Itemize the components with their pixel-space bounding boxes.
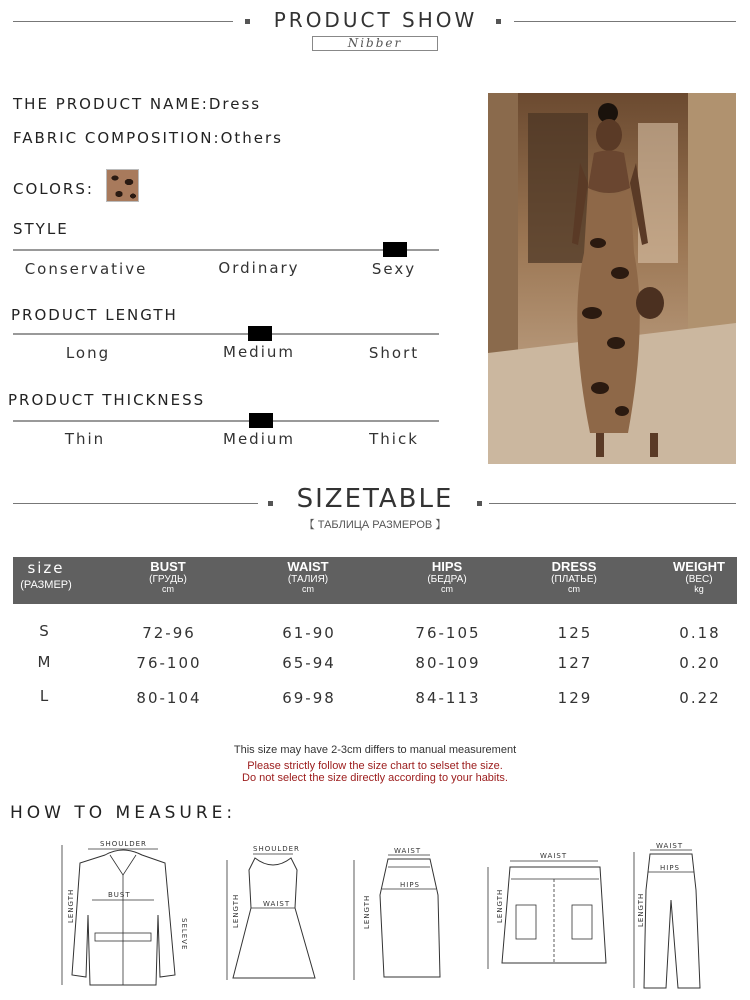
row-l-bust: 80-104: [136, 689, 202, 707]
measure-figure-dress: [215, 840, 330, 990]
row-m-size: M: [37, 653, 53, 671]
style-option-conservative: Conservative: [24, 260, 148, 278]
dress-waist-label: WAIST: [263, 900, 291, 908]
length-label: PRODUCT LENGTH: [11, 306, 178, 324]
header-rule-left: [13, 21, 233, 22]
row-s-hips: 76-105: [415, 624, 481, 642]
sizetable-rule-right: [489, 503, 736, 504]
measure-figure-jacket: [50, 835, 200, 995]
length-scale-track: [13, 333, 439, 335]
col-hips-main: HIPS: [431, 559, 463, 574]
row-m-hips: 80-109: [415, 654, 481, 672]
colors-label: COLORS:: [13, 180, 94, 198]
sizetable-square-left: [268, 501, 273, 506]
style-scale-track: [13, 249, 439, 251]
row-l-waist: 69-98: [282, 689, 336, 707]
product-name: THE PRODUCT NAME:Dress: [13, 95, 262, 113]
length-label-1: LENGTH: [67, 888, 75, 923]
col-hips-unit: cm: [441, 584, 453, 595]
size-table-header: [13, 557, 737, 604]
col-bust-sub: (ГРУДЬ): [149, 574, 187, 586]
col-waist-main: WAIST: [287, 559, 329, 574]
thickness-option-thick: Thick: [369, 430, 419, 448]
header-rule-right: [514, 21, 736, 22]
pants-waist-label: WAIST: [656, 842, 684, 850]
col-weight: [673, 557, 725, 595]
row-s-weight: 0.18: [679, 624, 721, 642]
row-s-size: S: [39, 622, 51, 640]
col-weight-unit: kg: [694, 584, 704, 595]
page-title: PRODUCT SHOW: [273, 8, 478, 32]
thickness-scale-marker: [249, 413, 273, 428]
length-label-2: LENGTH: [232, 893, 240, 928]
sizetable-square-right: [477, 501, 482, 506]
mini-waist-label: WAIST: [540, 852, 568, 860]
row-s-bust: 72-96: [142, 624, 196, 642]
product-photo: [488, 93, 736, 464]
row-s-dress: 125: [557, 624, 593, 642]
style-scale-marker: [383, 242, 407, 257]
col-dress-main: DRESS: [551, 559, 597, 574]
photo-illustration: [488, 93, 736, 464]
row-l-hips: 84-113: [415, 689, 481, 707]
header-square-left: [245, 19, 250, 24]
col-bust-unit: cm: [161, 584, 174, 595]
style-option-sexy: Sexy: [371, 260, 417, 278]
col-hips-sub: (БЕДРА): [427, 574, 467, 586]
row-l-size: L: [39, 687, 51, 705]
col-weight-sub: (ВЕС): [685, 574, 713, 586]
sleeve-label: SELEVE: [180, 918, 188, 951]
col-bust: [149, 557, 187, 595]
bust-label: BUST: [108, 891, 131, 899]
fabric-composition: FABRIC COMPOSITION:Others: [13, 129, 283, 147]
sizetable-subtitle: 【 ТАБЛИЦА РАЗМЕРОВ 】: [303, 519, 447, 531]
col-hips: [427, 557, 466, 595]
thickness-scale-track: [13, 420, 439, 422]
row-m-waist: 65-94: [282, 654, 336, 672]
brand-name: Nibber: [347, 36, 403, 50]
style-label: STYLE: [13, 220, 69, 238]
row-m-weight: 0.20: [679, 654, 721, 672]
col-size: [20, 557, 72, 591]
color-swatch[interactable]: [106, 169, 139, 202]
length-scale-marker: [248, 326, 272, 341]
thickness-label: PRODUCT THICKNESS: [8, 391, 206, 409]
thickness-option-thin: Thin: [64, 430, 106, 448]
sizetable-title: SIZETABLE: [296, 484, 454, 514]
col-size-main: size: [27, 559, 65, 577]
thickness-option-medium: Medium: [223, 430, 295, 448]
length-label-5: LENGTH: [637, 892, 645, 927]
note-measurement: This size may have 2-3cm differs to manual measurement: [233, 744, 517, 756]
col-weight-main: WEIGHT: [673, 559, 725, 574]
length-label-3: LENGTH: [363, 894, 371, 929]
measure-figure-skirt: [340, 845, 450, 990]
col-dress-unit: cm: [567, 584, 580, 595]
brand-box: [312, 36, 438, 51]
col-waist-unit: cm: [301, 584, 314, 595]
pants-hips-label: HIPS: [660, 864, 680, 872]
measure-figure-mini-skirt: [478, 845, 618, 980]
row-l-weight: 0.22: [679, 689, 721, 707]
col-dress: [551, 557, 597, 595]
col-bust-main: BUST: [150, 559, 186, 574]
row-s-waist: 61-90: [282, 624, 336, 642]
skirt-waist-label: WAIST: [394, 847, 422, 855]
length-label-4: LENGTH: [496, 888, 504, 923]
measure-figure-pants: [620, 840, 720, 995]
how-to-measure-title: HOW TO MEASURE:: [10, 803, 237, 823]
col-dress-sub: (ПЛАТЬЕ): [551, 574, 597, 586]
row-m-bust: 76-100: [136, 654, 202, 672]
row-m-dress: 127: [557, 654, 593, 672]
length-option-long: Long: [65, 344, 111, 362]
row-l-dress: 129: [557, 689, 593, 707]
skirt-hips-label: HIPS: [400, 881, 420, 889]
note-habits: Do not select the size directly according to your habits.: [242, 772, 508, 784]
header-square-right: [496, 19, 501, 24]
style-option-ordinary: Ordinary: [218, 259, 300, 277]
note-follow-chart: Please strictly follow the size chart to selset the size.: [247, 760, 503, 772]
length-option-short: Short: [368, 344, 420, 362]
col-waist: [287, 557, 328, 595]
dress-shoulder-label: SHOULDER: [253, 845, 300, 853]
shoulder-label: SHOULDER: [100, 840, 147, 848]
col-waist-sub: (ТАЛИЯ): [287, 574, 329, 586]
sizetable-rule-left: [13, 503, 258, 504]
length-option-medium: Medium: [223, 343, 295, 361]
col-size-sub: (РАЗМЕР): [20, 578, 72, 591]
